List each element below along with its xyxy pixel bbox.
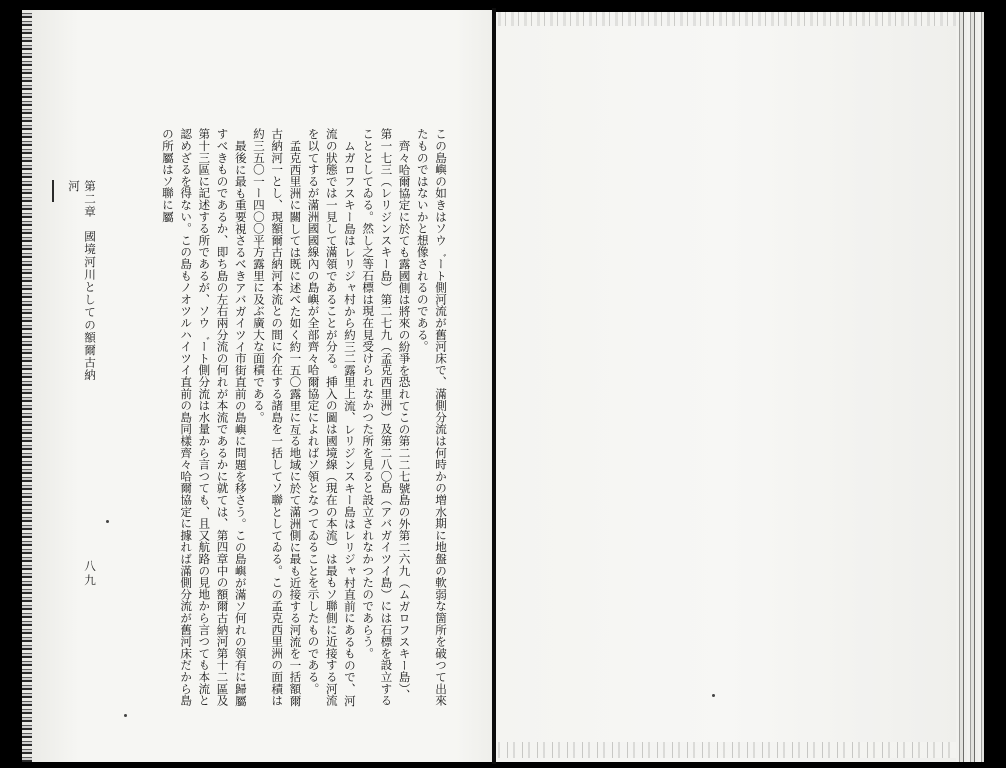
body-text (104, 128, 450, 708)
stray-dot (106, 520, 109, 523)
paragraph: 齊々哈爾協定に於ても露國側は將來の紛爭を恐れてこの第二二七號島の外第二六九（ムガロフスキー島）、第一七三（レリジンスキー島）第二七九（孟克西里洲）及第二八〇島（アバガイツイ島）には石標を設立することとしてゐる。然し之等石標は現在見受けられなかつた所を見ると設立されなかつたのであらう。 (361, 128, 412, 707)
paragraph: 最後に最も重要視さるべきアバガイツイ市街直前の島嶼に問題を移さう。この島嶼が滿ソ何れの領有に歸屬すべきものであるか、即ち島の左右兩分流の何れが本流であるかに就ては、第四章中の額爾古納河第十二區及第十三區に記述する所であるが、ソウ゛ート側分流は水量から言つても、且又航路の見地から言つても本流と認めざるを得ない。この島もノオツルハイツイ直前の島同樣齊々哈爾協定に據れば滿側分流が舊河床だから島の所屬はソ聯に屬 (160, 128, 248, 707)
left-page-edge (22, 10, 32, 762)
margin-mark (52, 180, 54, 202)
paragraph: ムガロフスキー島はレリジャ村から約三二露里上流、レリジンスキー島はレリジャ村直前にあるもので、河流の狀態では一見して滿領であることが分る。挿入の圖は國境線（現在の本流）は最もソ聯側に近接する河流を以てするが滿洲國國線內の島嶼が全部齊々哈爾協定によればソ領となつてゐることを示したものである。 (306, 128, 357, 707)
stray-dot (712, 694, 715, 697)
paragraph: 孟克西里洲に關しては既に述べた如く約一五〇露里に亙る地域に於て滿洲側に最も近接する河流を一括額爾古納河一とし、現額爾古納河本流との間に介在する諸島を一括してソ聯としてゐる。この孟克西里洲の面積は約三五〇一ー四〇〇平方露里に及ぶ廣大な面積である。 (251, 128, 303, 707)
running-head: 第二章 國境河川としての額爾古納河 (67, 180, 97, 382)
page-number: 八九 (83, 560, 97, 588)
book-gutter (492, 8, 496, 764)
paragraph: この島嶼の如きはソウ゛ート側河流が舊河床で、滿側分流は何時かの増水期に地盤の軟弱な箇所を破つて出來たものではないかと想像されるのである。 (415, 128, 448, 707)
scan-noise-bottom (498, 742, 958, 758)
stray-dot (124, 714, 127, 717)
right-page-edge (956, 12, 984, 762)
scan-noise-top (498, 12, 958, 26)
right-page-blank (496, 12, 960, 762)
